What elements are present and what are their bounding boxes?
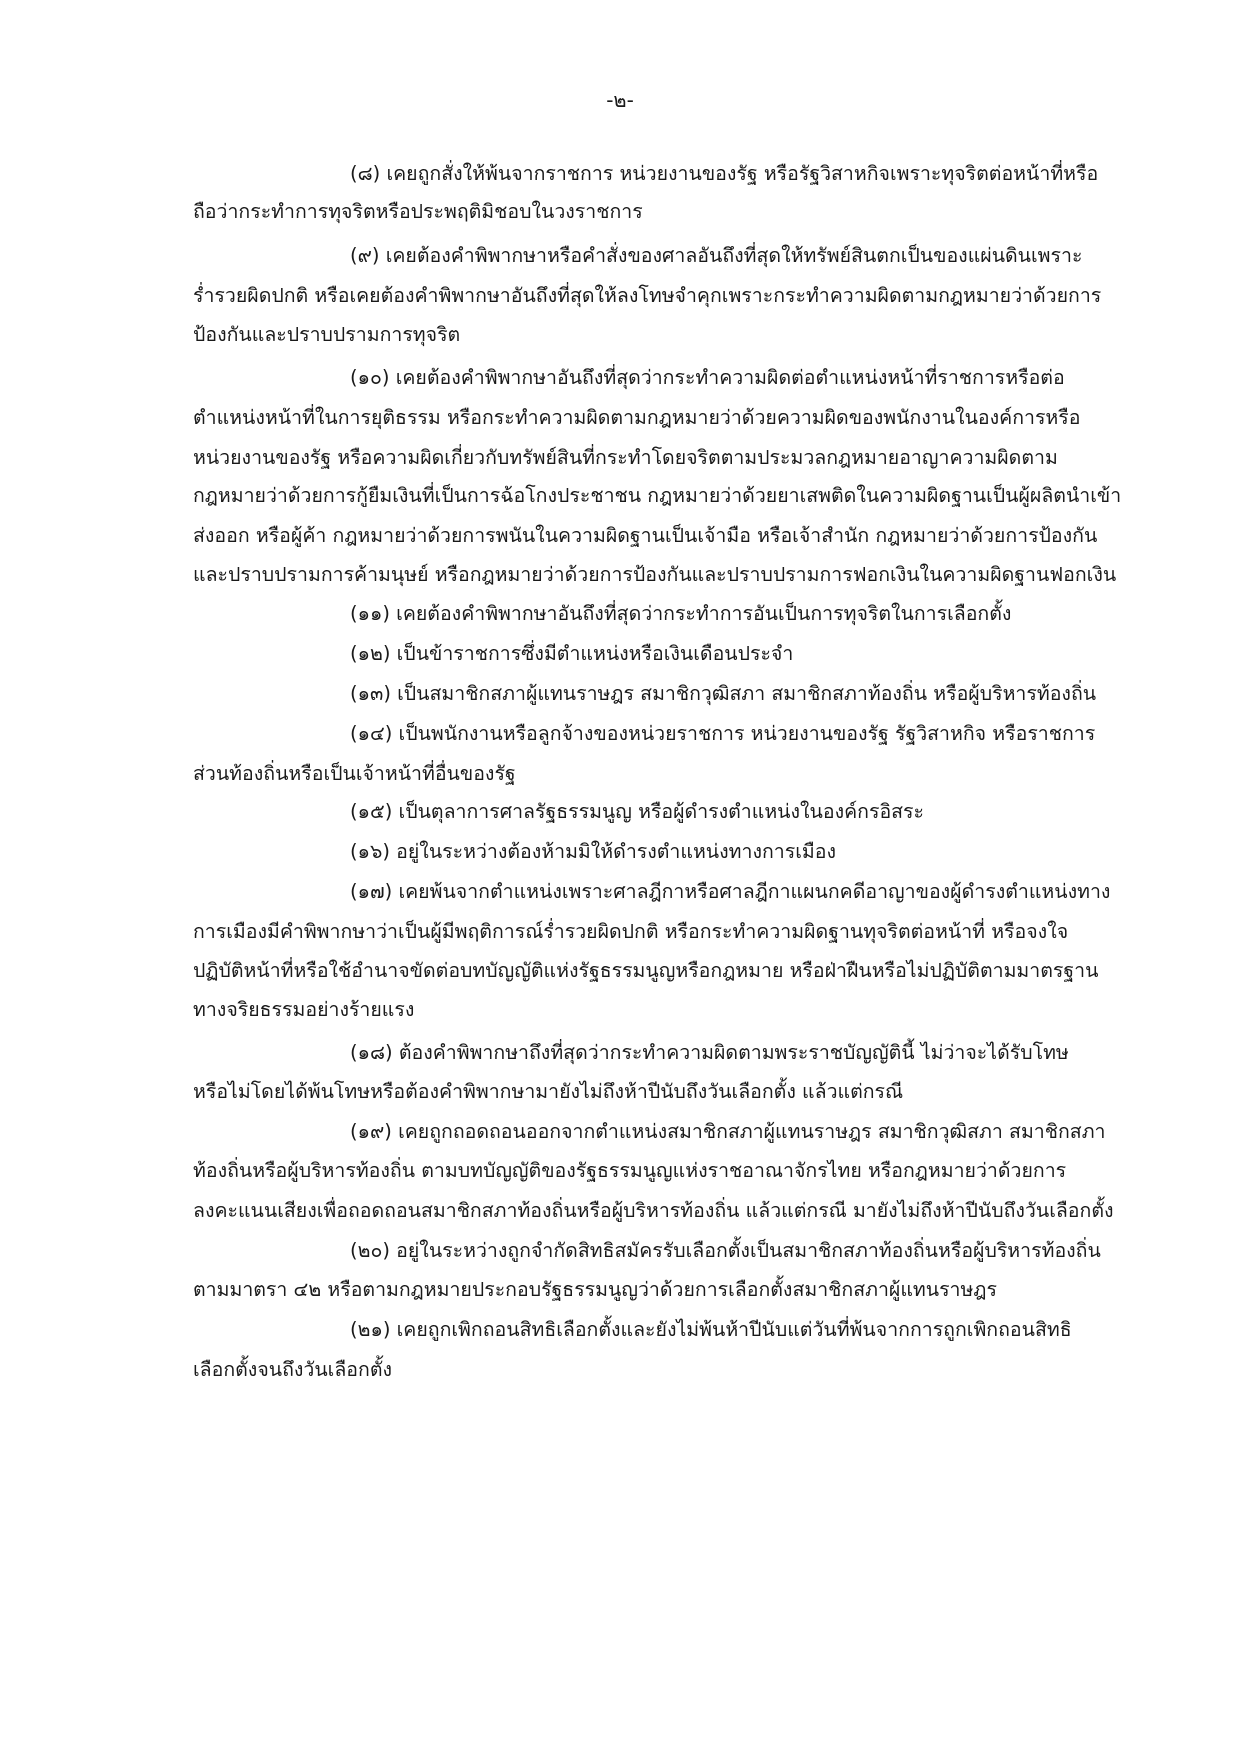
clause-21-line-1: (๒๑) เคยถูกเพิกถอนสิทธิเลือกตั้งและยังไม่พ้นห้าปีนับแต่วันที่พ้นจากการถูกเพิกถอนสิทธิ — [350, 1318, 1072, 1341]
clause-19-line-1: (๑๙) เคยถูกถอดถอนออกจากตำแหน่งสมาชิกสภาผู้แทนราษฎร สมาชิกวุฒิสภา สมาชิกสภา — [350, 1120, 1106, 1143]
clause-9-line-3: ป้องกันและปราบปรามการทุจริต — [193, 323, 461, 346]
clause-10-line-5: ส่งออก หรือผู้ค้า กฎหมายว่าด้วยการพนันในความผิดฐานเป็นเจ้ามือ หรือเจ้าสำนัก กฎหมายว่าด้วยการป้องกัน — [193, 524, 1098, 547]
clause-10-line-4: กฎหมายว่าด้วยการกู้ยืมเงินที่เป็นการฉ้อโกงประชาชน กฎหมายว่าด้วยยาเสพติดในความผิดฐานเป็นผู้ผลิตนำเข้า — [193, 484, 1122, 507]
clause-16: (๑๖) อยู่ในระหว่างต้องห้ามมิให้ดำรงตำแหน่งทางการเมือง — [350, 840, 836, 863]
clause-8-line-1: (๘) เคยถูกสั่งให้พ้นจากราชการ หน่วยงานของรัฐ หรือรัฐวิสาหกิจเพราะทุจริตต่อหน้าที่หรือ — [350, 162, 1099, 185]
clause-13: (๑๓) เป็นสมาชิกสภาผู้แทนราษฎร สมาชิกวุฒิสภา สมาชิกสภาท้องถิ่น หรือผู้บริหารท้องถิ่น — [350, 682, 1097, 705]
clause-17-line-2: การเมืองมีคำพิพากษาว่าเป็นผู้มีพฤติการณ์ร่ำรวยผิดปกติ หรือกระทำความผิดฐานทุจริตต่อหน้าที่ หรือจงใจ — [193, 920, 1069, 943]
clause-8-line-2: ถือว่ากระทำการทุจริตหรือประพฤติมิชอบในวงราชการ — [193, 200, 643, 223]
clause-12: (๑๒) เป็นข้าราชการซึ่งมีตำแหน่งหรือเงินเดือนประจำ — [350, 642, 794, 665]
clause-11: (๑๑) เคยต้องคำพิพากษาอันถึงที่สุดว่ากระทำการอันเป็นการทุจริตในการเลือกตั้ง — [350, 602, 1012, 625]
clause-18-line-1: (๑๘) ต้องคำพิพากษาถึงที่สุดว่ากระทำความผิดตามพระราชบัญญัตินี้ ไม่ว่าจะได้รับโทษ — [350, 1041, 1069, 1064]
clause-10-line-1: (๑๐) เคยต้องคำพิพากษาอันถึงที่สุดว่ากระทำความผิดต่อตำแหน่งหน้าที่ราชการหรือต่อ — [350, 366, 1065, 389]
clause-14-line-2: ส่วนท้องถิ่นหรือเป็นเจ้าหน้าที่อื่นของรัฐ — [193, 762, 516, 785]
clause-21-line-2: เลือกตั้งจนถึงวันเลือกตั้ง — [193, 1358, 392, 1381]
clause-17-line-3: ปฏิบัติหน้าที่หรือใช้อำนาจขัดต่อบทบัญญัติแห่งรัฐธรรมนูญหรือกฎหมาย หรือฝ่าฝืนหรือไม่ปฏิบัติตามมาตรฐาน — [193, 959, 1099, 982]
clause-10-line-3: หน่วยงานของรัฐ หรือความผิดเกี่ยวกับทรัพย์สินที่กระทำโดยจริตตามประมวลกฎหมายอาญาความผิดตาม — [193, 446, 1058, 469]
clause-19-line-2: ท้องถิ่นหรือผู้บริหารท้องถิ่น ตามบทบัญญัติของรัฐธรรมนูญแห่งราชอาณาจักรไทย หรือกฎหมายว่าด้วยการ — [193, 1159, 1067, 1182]
clause-19-line-3: ลงคะแนนเสียงเพื่อถอดถอนสมาชิกสภาท้องถิ่นหรือผู้บริหารท้องถิ่น แล้วแต่กรณี มายังไม่ถึงห้าปีนับถึงวันเลือกตั้ง — [193, 1199, 1114, 1222]
clause-17-line-1: (๑๗) เคยพ้นจากตำแหน่งเพราะศาลฎีกาหรือศาลฎีกาแผนกคดีอาญาของผู้ดำรงตำแหน่งทาง — [350, 880, 1111, 903]
clause-20-line-1: (๒๐) อยู่ในระหว่างถูกจำกัดสิทธิสมัครรับเลือกตั้งเป็นสมาชิกสภาท้องถิ่นหรือผู้บริหารท้องถิ่น — [350, 1239, 1101, 1262]
clause-17-line-4: ทางจริยธรรมอย่างร้ายแรง — [193, 998, 415, 1021]
page-number: -๒- — [606, 88, 634, 112]
clause-20-line-2: ตามมาตรา ๔๒ หรือตามกฎหมายประกอบรัฐธรรมนูญว่าด้วยการเลือกตั้งสมาชิกสภาผู้แทนราษฎร — [193, 1278, 997, 1301]
clause-9-line-1: (๙) เคยต้องคำพิพากษาหรือคำสั่งของศาลอันถึงที่สุดให้ทรัพย์สินตกเป็นของแผ่นดินเพราะ — [350, 244, 1083, 267]
clause-18-line-2: หรือไม่โดยได้พ้นโทษหรือต้องคำพิพากษามายังไม่ถึงห้าปีนับถึงวันเลือกตั้ง แล้วแต่กรณี — [193, 1080, 904, 1103]
clause-10-line-2: ตำแหน่งหน้าที่ในการยุติธรรม หรือกระทำความผิดตามกฎหมายว่าด้วยความผิดของพนักงานในองค์การหรือ — [193, 406, 1081, 429]
clause-14-line-1: (๑๔) เป็นพนักงานหรือลูกจ้างของหน่วยราชการ หน่วยงานของรัฐ รัฐวิสาหกิจ หรือราชการ — [350, 722, 1096, 745]
clause-15: (๑๕) เป็นตุลาการศาลรัฐธรรมนูญ หรือผู้ดำรงตำแหน่งในองค์กรอิสระ — [350, 800, 925, 823]
clause-10-line-6: และปราบปรามการค้ามนุษย์ หรือกฎหมายว่าด้วยการป้องกันและปราบปรามการฟอกเงินในความผิดฐานฟอกเงิน — [193, 563, 1117, 586]
clause-9-line-2: ร่ำรวยผิดปกติ หรือเคยต้องคำพิพากษาอันถึงที่สุดให้ลงโทษจำคุกเพราะกระทำความผิดตามกฎหมายว่าด้วยการ — [193, 284, 1102, 307]
